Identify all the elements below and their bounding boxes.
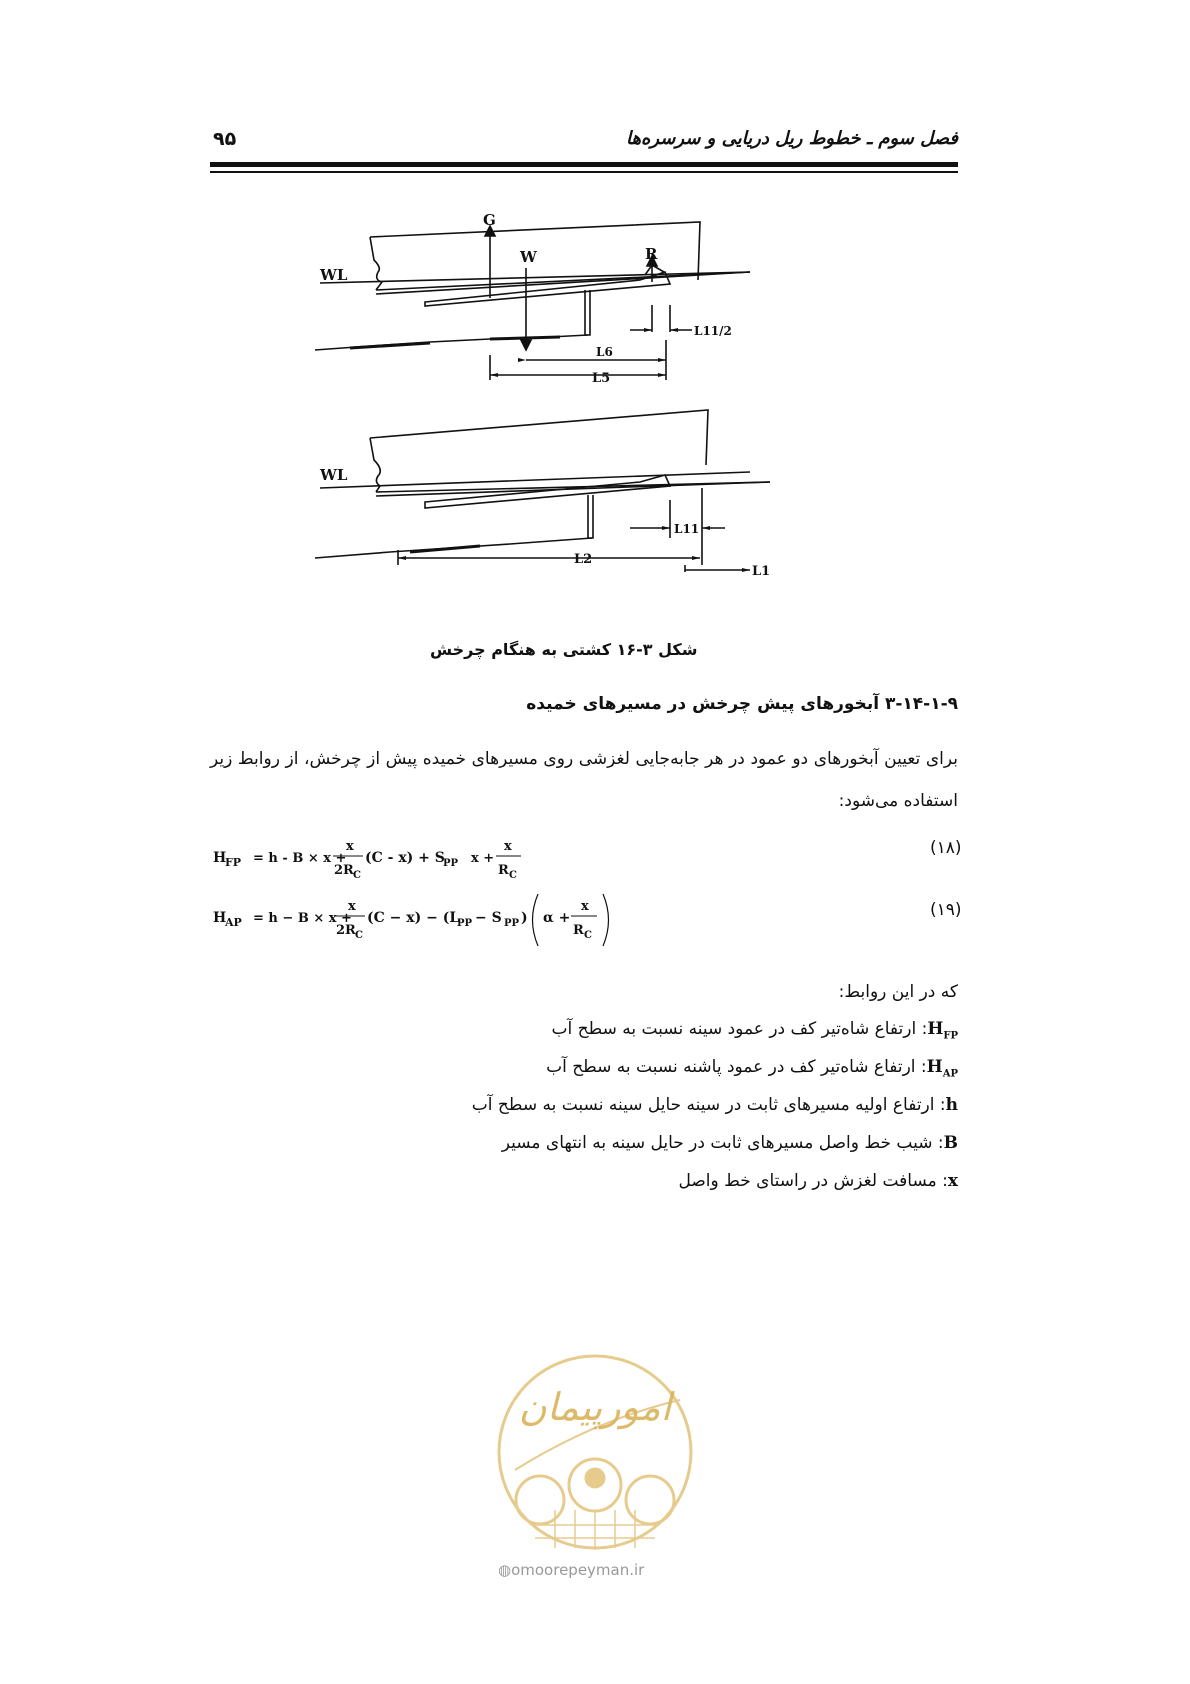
eq19-lhs-sub: AP (225, 916, 242, 929)
svg-text:x +: x + (471, 851, 495, 866)
svg-text:PP: PP (443, 858, 459, 869)
label-l2: L2 (574, 552, 593, 567)
eq18-lhs: H (213, 850, 227, 866)
svg-text:): ) (521, 910, 528, 926)
label-l11: L11 (674, 522, 700, 536)
logo-script: امورپیمان (518, 1385, 672, 1429)
svg-text:α +: α + (543, 910, 571, 926)
label-wl-bottom: WL (320, 466, 348, 484)
section-heading: ۳-۱۴-۱-۹ آبخورهای پیش چرخش در مسیرهای خمیده (526, 694, 958, 714)
svg-text:R: R (573, 923, 584, 938)
label-l1: L1 (752, 564, 771, 579)
definition-x: x: مسافت لغزش در راستای خط واصل (678, 1171, 958, 1191)
svg-text:C: C (353, 870, 361, 881)
svg-text:x: x (504, 839, 512, 854)
label-l5: L5 (592, 371, 611, 386)
label-l6: L6 (596, 345, 613, 359)
svg-text:x: x (346, 839, 354, 854)
equation-19-number: (۱۹) (930, 900, 962, 920)
label-wl-top: WL (320, 266, 348, 284)
label-g: G (483, 211, 496, 229)
globe-icon: ◍ (498, 1561, 512, 1579)
label-l11-2: L11/2 (694, 324, 732, 338)
page-number: ۹۵ (213, 128, 237, 150)
svg-text:− S: − S (475, 910, 502, 926)
svg-text:x: x (348, 899, 356, 914)
watermark-url: ◍omoorepeyman.ir (498, 1561, 645, 1579)
svg-text:2R: 2R (336, 923, 356, 938)
ship-turning-figure (320, 211, 850, 630)
svg-text:PP: PP (457, 918, 473, 929)
svg-text:C: C (509, 870, 517, 881)
eq18-lhs-sub: FP (225, 856, 242, 869)
svg-text:C: C (584, 930, 592, 941)
label-w: W (520, 248, 537, 266)
where-text: که در این روابط: (838, 982, 958, 1002)
definition-hfp: $H_{FP}$: ارتفاع شاه‌تیر کف در عمود سینه نسبت به سطح آب (551, 1019, 958, 1042)
definition-h: h: ارتفاع اولیه مسیرهای ثابت در سینه حایل سینه نسبت به سطح آب (471, 1095, 958, 1115)
definition-b: B: شیب خط واصل مسیرهای ثابت در حایل سینه به انتهای مسیر (501, 1133, 958, 1153)
figure-caption: شکل ۳-۱۶ کشتی به هنگام چرخش (430, 640, 698, 659)
waterline-top (320, 272, 750, 283)
svg-text:(C - x) + S: (C - x) + S (365, 850, 445, 866)
equation-18 (213, 832, 573, 887)
chapter-title: فصل سوم ـ خطوط ریل دریایی و سرسره‌ها (625, 128, 958, 149)
header-rule-thick (210, 162, 958, 167)
svg-text:x: x (581, 899, 589, 914)
watermark-logo (495, 1350, 695, 1555)
intro-paragraph: برای تعیین آبخورهای دو عمود در هر جابه‌جایی لغزشی روی مسیرهای خمیده پیش از چرخش، از روابط زیر استفاده می‌شود: (210, 749, 958, 811)
eq19-lhs: H (213, 910, 227, 926)
svg-text:= h − B × x +: = h − B × x + (253, 911, 352, 926)
svg-text:2R: 2R (334, 863, 354, 878)
equation-18-number: (۱۸) (930, 838, 962, 858)
svg-text:= h - B × x +: = h - B × x + (253, 851, 347, 866)
header-rule-thin (210, 171, 958, 173)
svg-text:C: C (355, 930, 363, 941)
svg-text:(C − x) − (L: (C − x) − (L (367, 910, 460, 926)
equation-19 (213, 888, 633, 952)
svg-text:PP: PP (504, 918, 520, 929)
definition-hap: $H_{AP}$: ارتفاع شاه‌تیر کف در عمود پاشنه نسبت به سطح آب (546, 1057, 958, 1080)
svg-text:R: R (498, 863, 509, 878)
label-r: R (645, 245, 658, 263)
